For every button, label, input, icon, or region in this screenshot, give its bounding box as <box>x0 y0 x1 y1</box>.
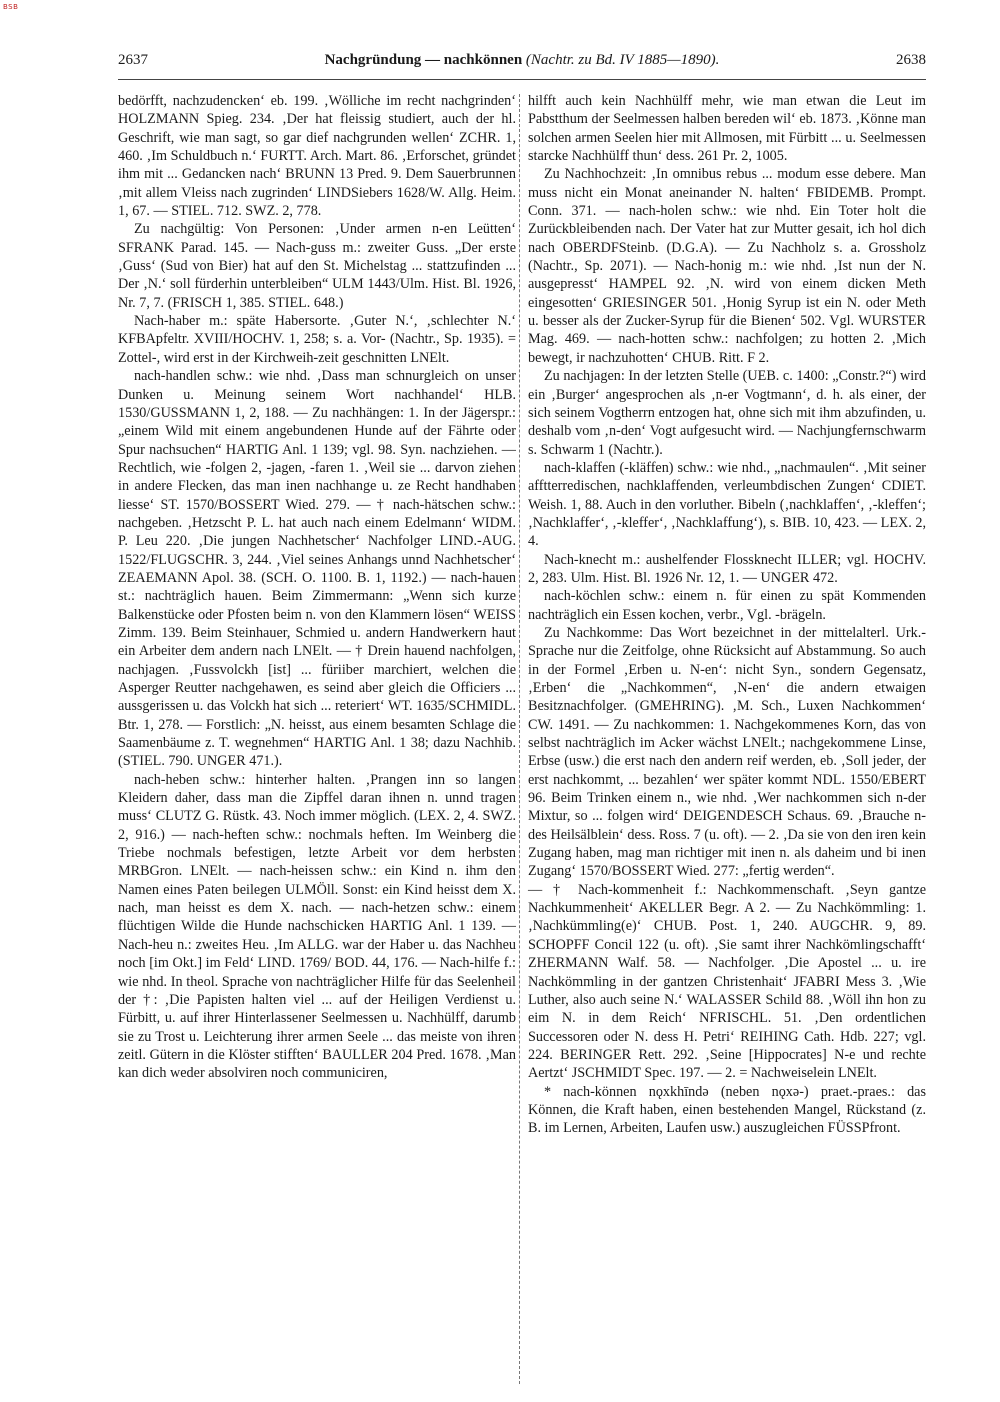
running-title <box>118 52 926 69</box>
left-column <box>118 92 516 1083</box>
entry-paragraph: Zu Nachhochzeit: ‚In omnibus rebus ... modum esse debere. Man muss nicht ein Monat aneinander N. halten‘ FBIDEMB. Prompt. Conn. 371. — nach-holen schw.: wie nhd. Ein Toter holt die Zurückbleibenden nach. Der Vater hat zur Mutter gesait, ich hol dich nach OBERDFSteinb. (D.G.A). — Zu Nachholz s. a. Grossholz (Nachtr., Sp. 2071). — Nach-honig m.: wie nhd. ‚Ist nun der N. ausgepresst‘ HAMPEL 92. ‚N. wird von einem dicken Meth eingesotten‘ GRIESINGER 501. ‚Honig Syrup ist ein N. oder Meth u. besser als der Zucker-Syrup für die Bienen‘ 502. Vgl. WURSTER Mag. 469. — nach-hotten schw.: nachfolgen; zu hotten 2. ‚Mich bewegt, ir nachzuhotten‘ CHUB. Ritt. F 2. <box>528 166 926 366</box>
entry-paragraph: Nach-knecht m.: aushelfender Flossknecht ILLER; vgl. HOCHV. 2, 283. Ulm. Hist. Bl. 1926 Nr. 12, 1. — UNGER 472. <box>528 551 926 586</box>
page-number-left: 2637 <box>118 52 148 68</box>
entry-paragraph: nach-klaffen (-kläffen) schw.: wie nhd., „nachmaulen“. ‚Mit seiner afftterredischen, nachklaffenden, verleumbdischen Zungen‘ CDIET. Weish. 1, 88. Auch in den vorluther. Bibeln (‚nachklaffen‘, ‚-kleffen‘; ‚Nachklaffer‘, ‚-kleffer‘, ‚Nachklaffung‘), s. BIB. 10, 423. — LEX. 2, 4. <box>528 459 926 550</box>
running-title-headwords: Nachgründung — nachkönnen <box>324 52 523 68</box>
entry-paragraph: — † Nach-kommenheit f.: Nachkommenschaft. ‚Seyn gantze Nachkummenheit‘ AKELLER Begr. A 2. — Zu Nachkömmling: 1. ‚Nachkümmling(e)‘ CHUB. Post. 1, 240. AUGCHR. 9, 89. SCHOPFF Concil 122 (u. oft). ‚Sie samt ihrer Nachkömlingschafft‘ ZHERMANN Walf. 58. — Nachfolger. ‚Die Apostel ... u. ire Nachkömmling in der gantzen Christenhait‘ JFABRI Mess 3. ‚Wie Luther, also auch seine N.‘ WALASSER Schild 88. ‚Wöll ihn hon zu eim N. in dem Reich‘ NFRISCHL. 51. ‚Den ordentlichen Successoren oder N. dess H. Petri‘ REIHING Cath. Hdb. 227; vgl. 224. BERINGER Rett. 292. ‚Seine [Hippocrates] N-e und rechte Aertzt‘ JSCHMIDT Spec. 197. — 2. = Nachweiselein LNElt. <box>528 881 926 1082</box>
entry-paragraph: Zu Nachkomme: Das Wort bezeichnet in der mittelalterl. Urk.-Sprache nur die Zeitfolge, ohne Rücksicht auf Abstammung. So auch in der Formel ‚Erben u. N-en‘: nicht Syn., sondern Gegensatz, ‚Erben‘ die „Nachkommen“, ‚N-en‘ die andern etwaigen Besitznachfolger. (GMEHRING). ‚M. Sch., Luxen Nachkommen‘ CW. 1491. — Zu nachkommen: 1. Nachgekommenes Korn, das von selbst nachträglich im Acker wächst LNElt.; nachgekommene Linse, Erbse (usw.) die erst nach den andern reif werden, eb. ‚Soll jeder, der erst nachkommt, ... bezahlen‘ wer später kommt NDL. 1550/EBERT 96. Beim Trinken einem n., wie nhd. ‚Wer nachkommen sich n-der Mixtur, so ... folgen wird‘ DEIGENDESCH Schaus. 69. ‚Brauche n-des Heilsälblein‘ dess. Ross. 7 (u. oft). — 2. ‚Da sie von den iren kein Zugang haben, mag man richtiger mit inen n. als daheim und bi inen Zugang‘ 1570/BOSSERT Wied. 277: „fertig werden“. <box>528 624 926 880</box>
entry-paragraph: nach-handlen schw.: wie nhd. ‚Dass man schnurgleich on unser Dunken u. Meinung seinem Wort nachhandel‘ HLB. 1530/GUSSMANN 1, 2, 188. — Zu nachhängen: 1. In der Jägerspr.: „einem Wild mit einem angebundenen Hunde auf der Fährte oder Spur nachsuchen“ HARTIG Anl. 1 139; vgl. 98. Syn. nachziehen. — Rechtlich, wie -folgen 2, -jagen, -faren 1. ‚Weil sie ... darvon ziehen in andere Flecken, das man inen nachhange u. ze Recht handhaben liesse‘ ST. 1570/BOSSERT Wied. 279. — † nach-hätschen schw.: nachgeben. ‚Hetzscht P. L. hat auch nach einem Edelmann‘ WIDM. P. Leu 220. ‚Die jungen Nachhetscher‘ Nachfolger LIND.-AUG. 1522/FLUGSCHR. 3, 244. ‚Viel seines Anhangs unnd Nachhetscher‘ ZEAEMANN Apol. 38. (SCH. O. 1100. B. 1, 1192.) — nach-hauen st.: nachträglich hauen. Beim Zimmermann: „Wenn sich kurze Balkenstücke oder Pfosten beim n. von den Klammern lösen“ WEISS Zimm. 139. Beim Steinhauer, Schmied u. andern Handwerkern haut ein Arbeiter dem andern nach LNElt. — † Drein hauend nachfolgen, nachjagen. ‚Fussvolckh [ist] ... füriiber marchiert, welchen die Asperger Reutter nachgehawen, es seind aber gleich die Officiers ... aussgerissen u. das Volckh hat sich ... reteriert‘ WT. 1635/SCHMIDL. Btr. 1, 278. — Forstlich: „N. heisst, aus einem besamten Schlage die Saamenbäume z. T. wegnehmen“ HARTIG Anl. 1 38; dazu Nachhib. (STIEL. 790. UNGER 471.). <box>118 368 516 770</box>
header-rule <box>118 79 926 80</box>
page-header <box>118 52 926 74</box>
running-title-note: (Nachtr. zu Bd. IV 1885—1890). <box>525 52 720 68</box>
right-column <box>528 92 926 1138</box>
column-divider <box>519 94 521 1384</box>
entry-paragraph: nach-heben schw.: hinterher halten. ‚Prangen inn so langen Kleidern daher, dass man die Zipffel daran ihnen n. unnd tragen muss‘ CLUTZ G. Rüstk. 43. Noch immer möglich. (LEX. 2, 4. SWZ. 2, 916.) — nach-heften schw.: nochmals heften. Im Weinberg die Triebe nochmals befestigen, letzte Arbeit vor dem herbsten MRBGron. LNElt. — nach-heissen schw.: ein Kind n. ihm den Namen eines Paten beilegen ULMÖll. Sonst: ein Kind heisst dem X. nach, man heisst es dem X. nach. — nach-hetzen schw.: einem flüchtigen Wilde die Hunde nachschicken HARTIG Anl. 1 139. — Nach-heu n.: zweites Heu. ‚Im ALLG. war der Haber u. das Nachheu noch [im Okt.] im Feld‘ LIND. 1769/ BOD. 44, 176. — Nach-hilfe f.: wie nhd. In theol. Sprache von nachträglicher Hilfe für das Seelenheil der †: ‚Die Papisten halten viel ... auf der Heiligen Verdienst u. Fürbitt, u. auf ihrer Hinterlassener Seelmessen u. Nachhülff, darumb sie zu Trost u. Leichterung ihrer armen Seele ... das meiste von ihren zeitl. Gütern in die Klöster stifften‘ BAULLER 204 Pred. 1678. ‚Man kan dich weder absolviren noch communiciren, <box>118 771 516 1082</box>
entry-paragraph: bedörfft, nachzudencken‘ eb. 199. ‚Wölliche im recht nachgrinden‘ HOLZMANN Spieg. 234. ‚Der hat fleissig studiert, auch der hl. Geschrift, wie man sagt, so gar dief nachgrunden wellen‘ ZCHR. 1, 460. ‚Im Schuldbuch n.‘ FURTT. Arch. Mart. 86. ‚Erforschet, gründet ihm mit ... Gedancken nach‘ BRUNN 13 Pred. 9. Dem Sauerbrunnen ‚mit allem Vleiss nach zugrinden‘ LINDSiebers 1628/W. Allg. Heim. 1, 67. — STIEL. 712. SWZ. 2, 778. <box>118 93 516 220</box>
entry-paragraph: * nach-können nǫxkhīndə (neben nǫxə-) praet.-praes.: das Können, die Kraft haben, einen bestehenden Mangel, Rückstand (z. B. im Lernen, Arbeiten, Laufen usw.) auszugleichen FÜSSPfront. <box>528 1083 926 1137</box>
page-number-right: 2638 <box>896 52 926 68</box>
entry-paragraph: hilfft auch kein Nachhülff mehr, wie man etwan die Leut im Pabstthum der Seelmessen halben bereden wil‘ eb. 1873. ‚Könne man solchen armen Seelen hier mit Allmosen, mit Fürbitt ... u. Seelmessen starcke Nachhülff thun‘ dess. 261 Pr. 2, 1005. <box>528 93 926 165</box>
library-stamp: BSB <box>3 3 19 11</box>
entry-paragraph: Nach-haber m.: späte Habersorte. ‚Guter N.‘, ‚schlechter N.‘ KFBApfeltr. XVIII/HOCHV. 1, 258; s. a. Vor- (Nachtr., Sp. 1935). = Zottel-, wird erst in der Kirchweih-zeit geschnitten LNElt. <box>118 313 516 366</box>
entry-paragraph: Zu nachgültig: Von Personen: ‚Under armen n-en Leütten‘ SFRANK Parad. 145. — Nach-guss m.: zweiter Guss. „Der erste ‚Guss‘ (Sud von Bier) hat auf den St. Michelstag ... stattzufinden ... Der ‚N.‘ soll fürderhin unterbleiben“ ULM 1443/Ulm. Hist. Bl. 1926, Nr. 7, 7. (FRISCH 1, 385. STIEL. 648.) <box>118 221 516 311</box>
entry-paragraph: nach-köchlen schw.: einem n. für einen zu spät Kommenden nachträglich ein Essen kochen, verbr., Vgl. -brägeln. <box>528 588 926 623</box>
entry-paragraph: Zu nachjagen: In der letzten Stelle (UEB. c. 1400: „Constr.?“) wird ein ‚Burger‘ angesprochen als ‚n-er Vogtmann‘, d. h. als einer, der sich seinem Vogtherrn entzogen hat, ohne sich mit ihm abzufinden, u. deshalb vom ‚n-den‘ Vogt aufgesucht wird. — Nachjungfernschwarm s. Schwarm 1 (Nachtr.). <box>528 368 926 458</box>
